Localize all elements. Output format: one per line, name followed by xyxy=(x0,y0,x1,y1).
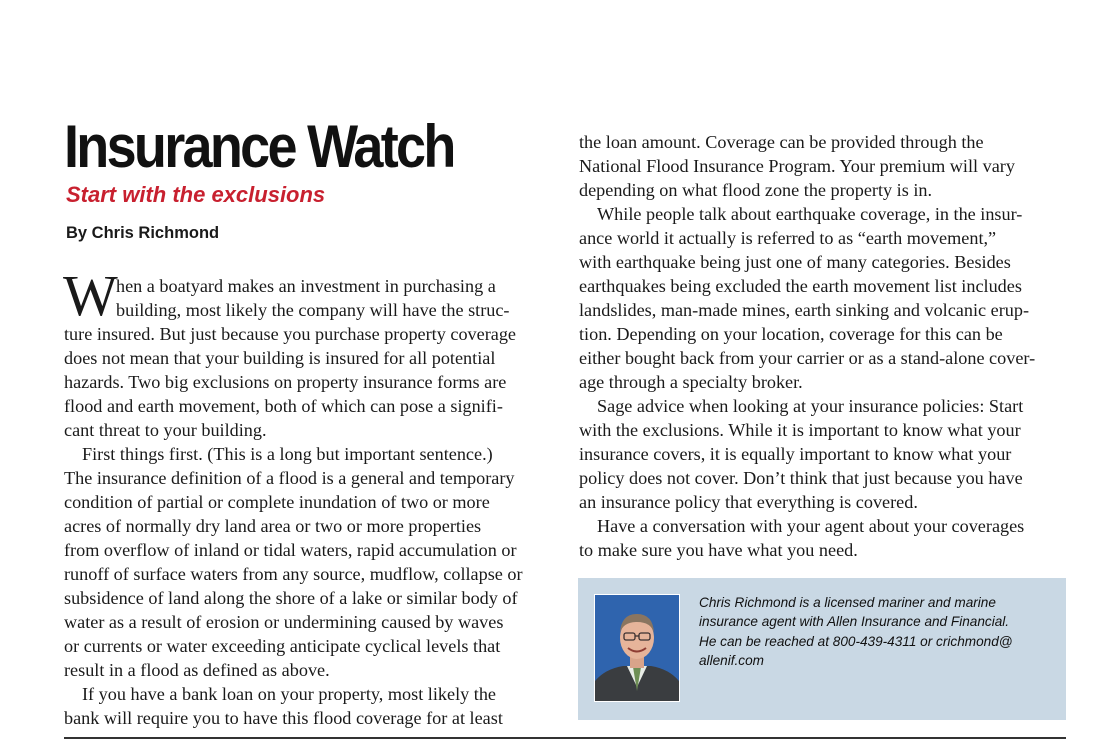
body-line: bank will require you to have this flood coverage for at least xyxy=(64,708,503,728)
article-title: Insurance Watch xyxy=(64,113,454,180)
body-line: While people talk about earthquake coverage, in the insur- xyxy=(597,204,1023,224)
body-line: the loan amount. Coverage can be provided through the xyxy=(579,132,984,152)
bio-line: He can be reached at 800-439-4311 or crichmond@ xyxy=(699,633,1013,649)
body-line: condition of partial or complete inundation of two or more xyxy=(64,492,490,512)
body-line: an insurance policy that everything is covered. xyxy=(579,492,918,512)
author-bio-box xyxy=(578,578,1066,720)
body-line: depending on what flood zone the property is in. xyxy=(579,180,933,200)
body-line: The insurance definition of a flood is a general and temporary xyxy=(64,468,515,488)
body-line: with earthquake being just one of many categories. Besides xyxy=(579,252,1011,272)
body-line: runoff of surface waters from any source, mudflow, collapse or xyxy=(64,564,523,584)
body-line: National Flood Insurance Program. Your premium will vary xyxy=(579,156,1015,176)
body-line: hazards. Two big exclusions on property insurance forms are xyxy=(64,372,507,392)
body-line: building, most likely the company will have the struc- xyxy=(116,300,510,320)
bio-line: allenif.com xyxy=(699,653,764,669)
body-line: flood and earth movement, both of which can pose a signifi- xyxy=(64,396,503,416)
body-line: from overflow of inland or tidal waters, rapid accumulation or xyxy=(64,540,517,560)
body-line: If you have a bank loan on your property, most likely the xyxy=(82,684,496,704)
bottom-rule xyxy=(64,737,1066,739)
person-portrait-icon xyxy=(595,595,679,701)
author-bio-text xyxy=(699,593,1059,671)
body-line: ture insured. But just because you purchase property coverage xyxy=(64,324,517,344)
bio-line: Chris Richmond is a licensed mariner and marine xyxy=(699,595,996,610)
body-line: subsidence of land along the shore of a lake or similar body of xyxy=(64,588,518,608)
drop-cap: W xyxy=(63,263,118,328)
body-line: Have a conversation with your agent about your coverages xyxy=(597,516,1025,536)
body-line: acres of normally dry land area or two or more properties xyxy=(64,516,482,536)
body-line: or currents or water exceeding anticipate cyclical levels that xyxy=(64,636,501,656)
body-line: does not mean that your building is insured for all potential xyxy=(64,348,496,368)
body-line: cant threat to your building. xyxy=(64,420,267,440)
body-line: either bought back from your carrier or as a stand-alone cover- xyxy=(579,348,1036,368)
body-line: tion. Depending on your location, coverage for this can be xyxy=(579,324,1003,344)
article-subtitle: Start with the exclusions xyxy=(66,182,326,207)
body-line: to make sure you have what you need. xyxy=(579,540,858,560)
body-line: Sage advice when looking at your insurance policies: Start xyxy=(597,396,1024,416)
body-line: water as a result of erosion or undermining caused by waves xyxy=(64,612,504,632)
body-line: result in a flood as defined as above. xyxy=(64,660,330,680)
body-line: with the exclusions. While it is important to know what your xyxy=(579,420,1021,440)
body-line: First things first. (This is a long but important sentence.) xyxy=(82,444,493,464)
bio-line: insurance agent with Allen Insurance and Financial. xyxy=(699,614,1010,630)
author-photo xyxy=(594,594,680,702)
byline: By Chris Richmond xyxy=(66,224,220,242)
body-line: insurance covers, it is equally important to know what your xyxy=(579,444,1012,464)
body-line: hen a boatyard makes an investment in purchasing a xyxy=(116,276,496,296)
body-line: earthquakes being excluded the earth movement list includes xyxy=(579,276,1022,296)
body-line: age through a specialty broker. xyxy=(579,372,803,392)
body-line: ance world it actually is referred to as “earth movement,” xyxy=(579,228,997,248)
body-line: policy does not cover. Don’t think that just because you have xyxy=(579,468,1023,488)
body-line: landslides, man-made mines, earth sinking and volcanic erup- xyxy=(579,300,1030,320)
